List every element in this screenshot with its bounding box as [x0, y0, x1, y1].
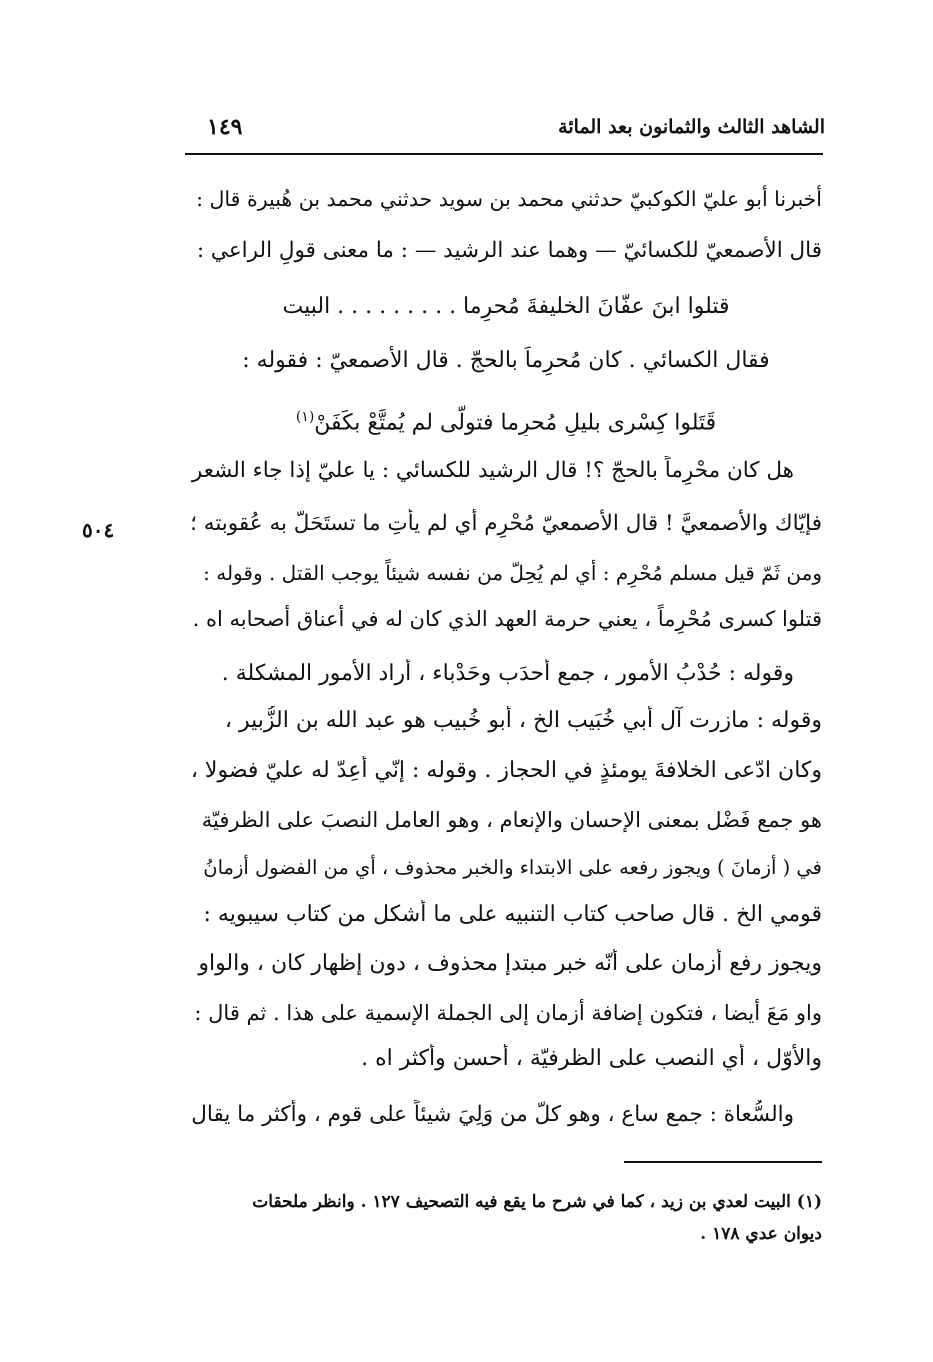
- body-line: في ( أزمانَ ) ويجوز رفعه على الابتداء والخبر محذوف ، أي من الفضول أزمانُ: [203, 856, 822, 879]
- footnote-line: ديوان عدي ١٧٨ .: [700, 1224, 822, 1244]
- body-line: وقوله : مازرت آل أبي خُبَيب الخ ، أبو خُبيب هو عبد الله بن الزُّبير ،: [224, 708, 822, 733]
- body-line: والسُّعاة : جمع ساع ، وهو كلّ من وَلِيَ شيئاً على قوم ، وأكثر ما يقال: [191, 1102, 794, 1127]
- body-line: هو جمع فَضْل بمعنى الإحسان والإنعام ، وهو العامل النصبَ على الظرفيّة: [201, 808, 822, 832]
- body-line: ويجوز رفع أزمان على أنّه خبر مبتدإ محذوف ، دون إظهار كان ، والواو: [198, 951, 822, 976]
- body-line: ومن ثَمّ قيل مسلم مُحْرِم : أي لم يُحِلّ من نفسه شيئاً يوجب القتل . وقوله :: [203, 561, 822, 585]
- body-line: فإيّاك والأصمعيَّ ! قال الأصمعيّ مُحْرِم أي لم يأتِ ما تستَحَلّ به عُقوبته ؛: [190, 511, 822, 536]
- body-line: واو مَعَ أيضا ، فتكون إضافة أزمان إلى الجملة الإسمية على هذا . ثم قال :: [194, 1001, 822, 1025]
- body-line: قتلوا كسرى مُحْرِماً ، يعني حرمة العهد الذي كان له في أعناق أصحابه اه .: [192, 607, 822, 631]
- page-header: [185, 112, 825, 148]
- verse-line: قتلوا ابنَ عفّانَ الخليفةَ مُحرِما . . . . . . . . . البيت: [282, 294, 730, 319]
- verse-line: قَتَلوا كِسْرى بليلٍ مُحرِما فتولّى لم يُمتَّعْ بكَفَنْ$^{(١)}$: [295, 409, 717, 436]
- page-number: ١٤٩: [207, 114, 243, 140]
- header-rule: [185, 153, 823, 155]
- body-line: هل كان محْرِماً بالحجّ ؟! قال الرشيد للكسائي : يا عليّ إذا جاء الشعر: [191, 458, 794, 483]
- footnote-rule: [624, 1161, 822, 1163]
- body-line: قال الأصمعيّ للكسائيّ — وهما عند الرشيد — : ما معنى قولِ الراعي :: [196, 238, 822, 263]
- body-line: وكان ادّعى الخلافةَ يومئذٍ في الحجاز . وقوله : إنّي أُعِدّ له عليّ فضولا ،: [190, 758, 822, 783]
- footnote-line: (١) البيت لعدي بن زيد ، كما في شرح ما يقع فيه التصحيف ١٢٧ . وانظر ملحقات: [252, 1192, 822, 1212]
- body-line: قومي الخ . قال صاحب كتاب التنبيه على ما أشكل من كتاب سيبويه :: [203, 902, 822, 927]
- footnote-marker: (١): [295, 409, 315, 425]
- body-line: والأوّل ، أي النصب على الظرفيّة ، أحسن وأكثر اه .: [361, 1046, 822, 1071]
- body-line: فقال الكسائي . كان مُحرِماً بالحجّ . قال الأصمعيّ : فقوله :: [242, 348, 770, 373]
- body-line: أخبرنا أبو عليّ الكوكبيّ حدثني محمد بن سويد حدثني محمد بن هُبيرة قال :: [196, 187, 822, 211]
- running-title: الشاهد الثالث والثمانون بعد المائة: [558, 116, 825, 138]
- body-line: وقوله : حُدْبُ الأمور ، جمع أحدَب وحَدْباء ، أراد الأمور المشكلة .: [221, 661, 794, 686]
- margin-reference-number: ٥٠٤: [82, 518, 115, 542]
